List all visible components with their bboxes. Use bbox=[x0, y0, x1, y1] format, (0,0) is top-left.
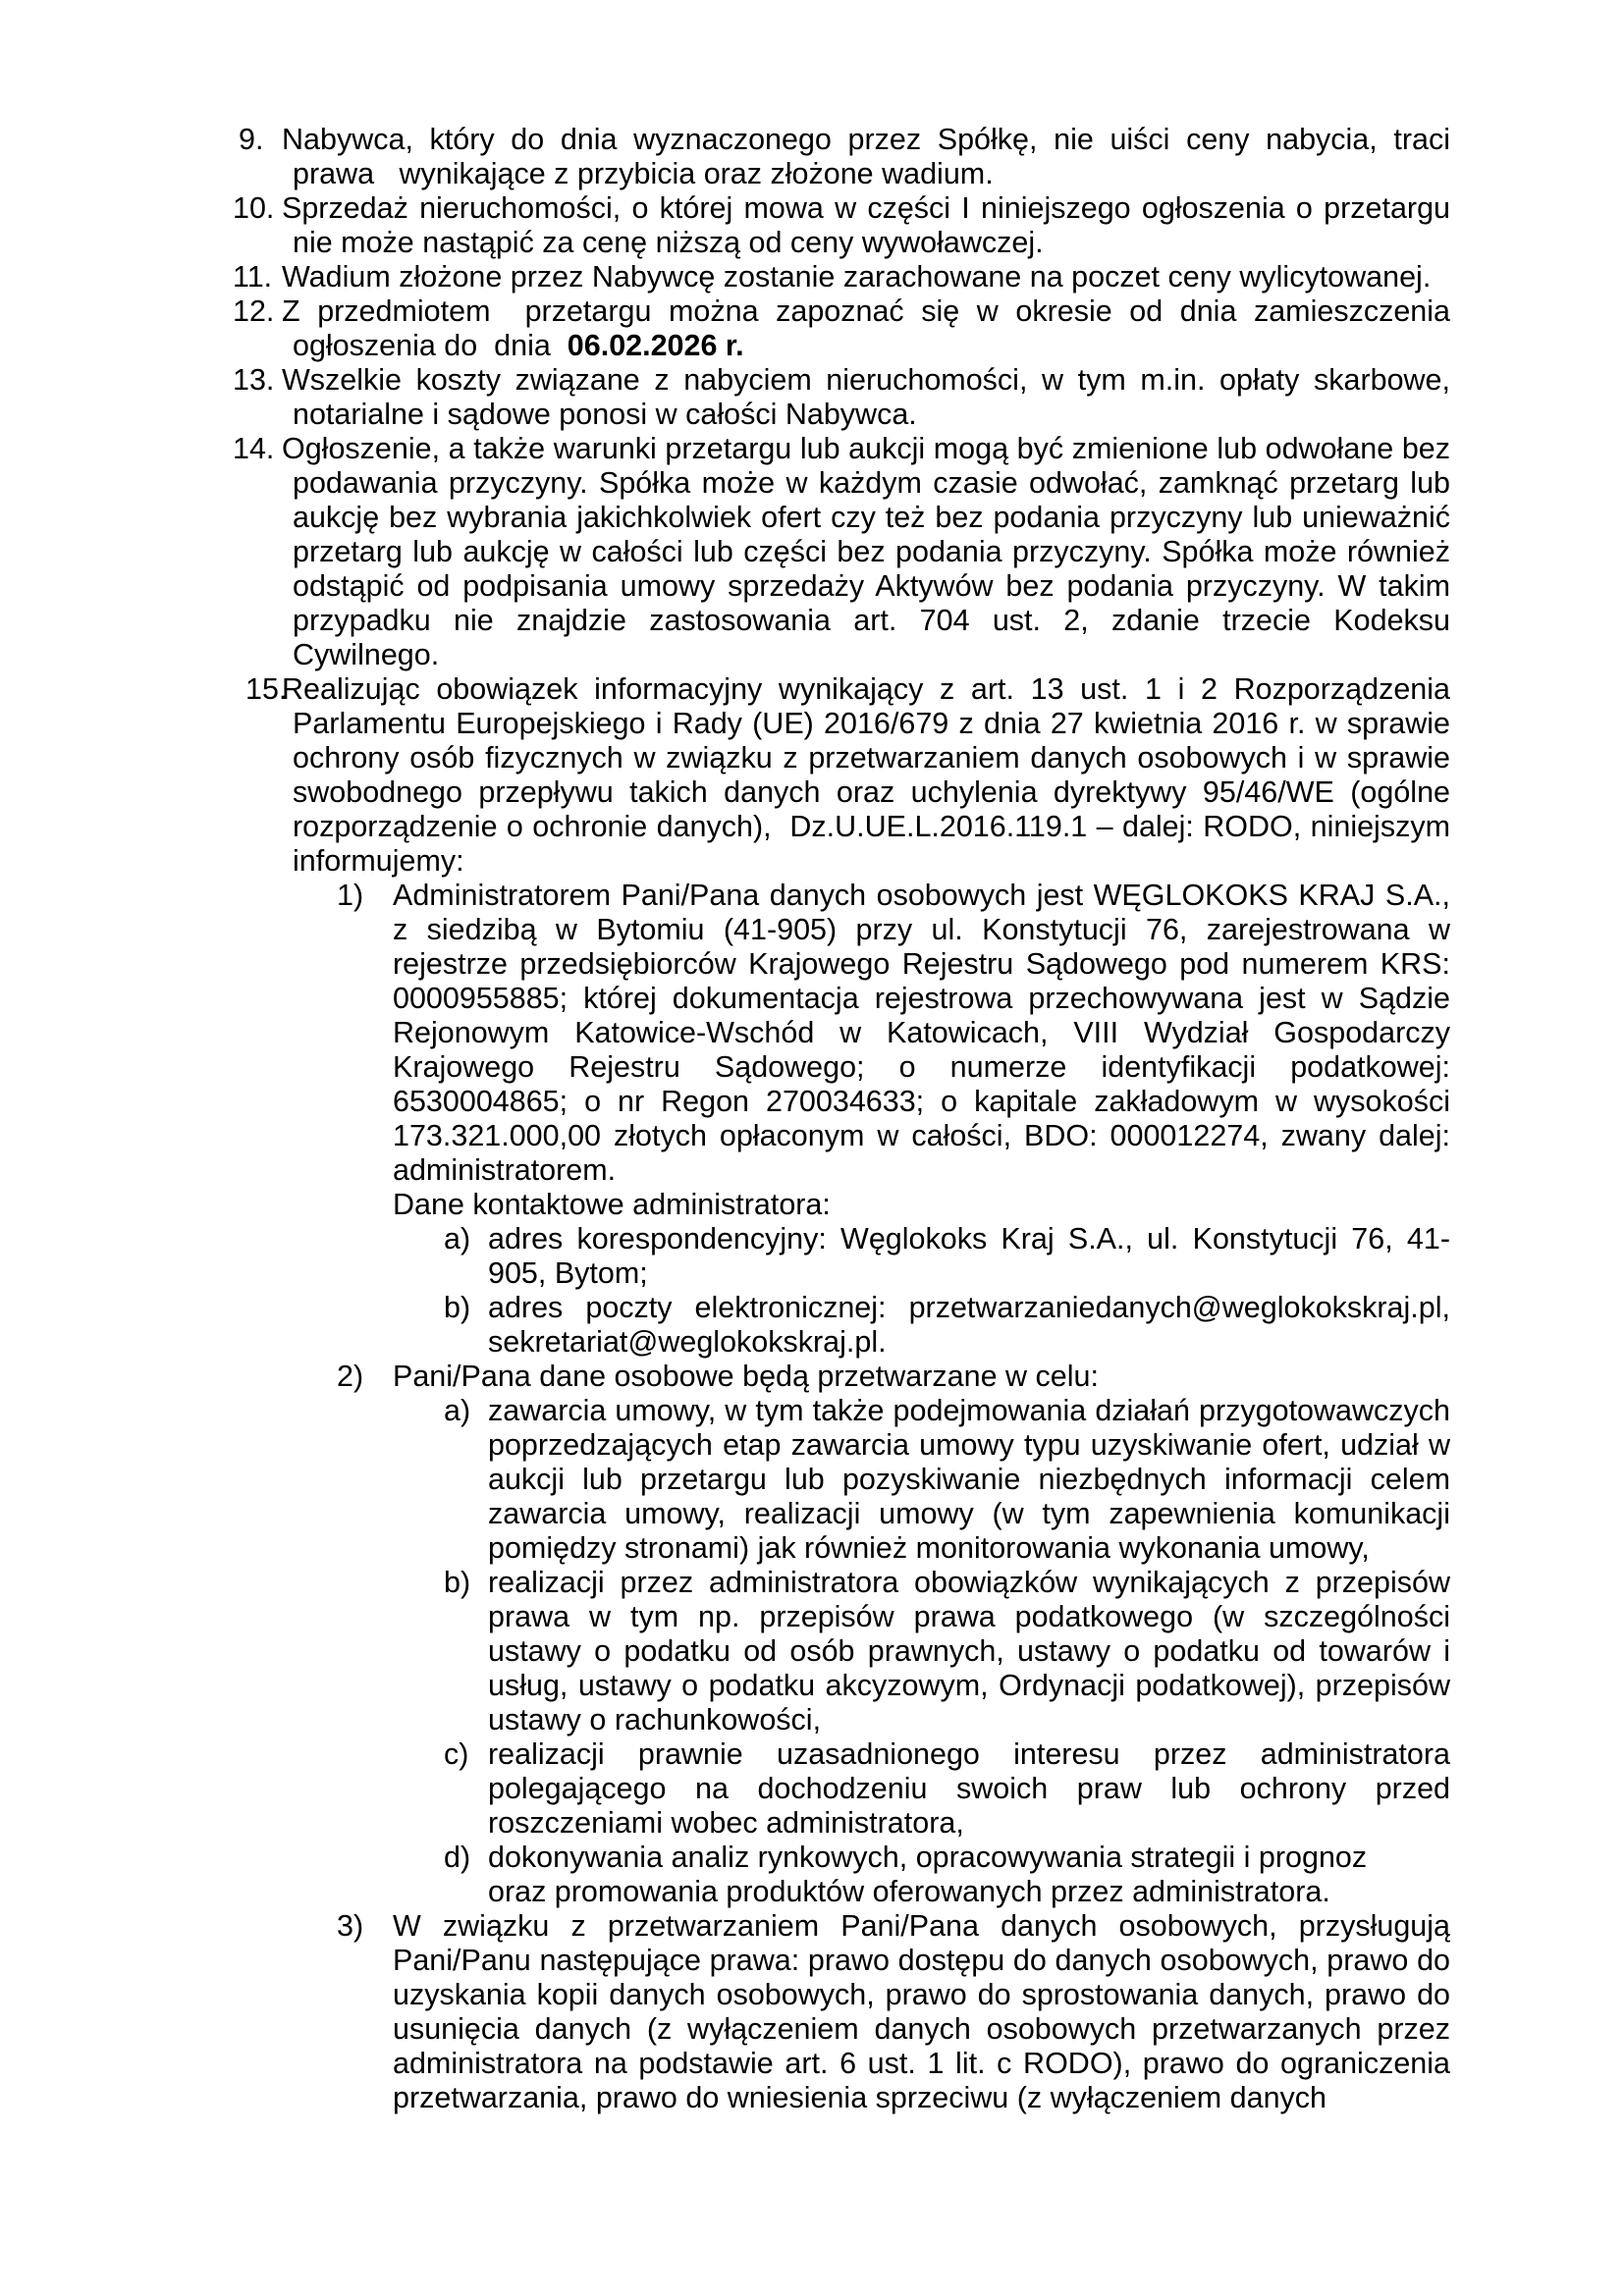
list-item bbox=[444, 1737, 1450, 1841]
list-item-text: Wszelkie koszty związane z nabyciem nieruchomości, w tym m.in. opłaty skarbowe, notarialne i sądowe ponosi w całości Nabywca. bbox=[282, 363, 1450, 431]
list-item-marker: a) bbox=[444, 1394, 471, 1427]
document-body bbox=[0, 123, 1624, 2115]
list-item-text: adres korespondencyjny: Węglokoks Kraj S.A., ul. Konstytucji 76, 41-905, Bytom; bbox=[488, 1222, 1450, 1290]
list-item-text: W związku z przetwarzaniem Pani/Pana danych osobowych, przysługują Pani/Panu następujące prawa: prawo dostępu do danych osobowych, prawo do uzyskania kopii danych osobowych, prawo do sprostowania danych, prawo do usunięcia danych (z wyłączeniem danych osobowych przetwarzanych przez administratora na podstawie art. 6 ust. 1 lit. c RODO), prawo do ograniczenia przetwarzania, prawo do wniesienia sprzeciwu (z wyłączeniem danych bbox=[393, 1909, 1450, 2114]
list-item bbox=[444, 1222, 1450, 1291]
list-item-marker: 11. bbox=[233, 260, 273, 294]
list-item-marker: c) bbox=[444, 1737, 469, 1771]
list-item-text: Administratorem Pani/Pana danych osobowych jest WĘGLOKOKS KRAJ S.A., z siedzibą w Bytomiu (41-905) przy ul. Konstytucji 76, zarejestrowana w rejestrze przedsiębiorców Krajowego Rejestru Sądowego pod numerem KRS: 0000955885; której dokumentacja rejestrowa przechowywana jest w Sądzie Rejonowym Katowice-Wschód w Katowicach, VIII Wydział Gospodarczy Krajowego Rejestru Sądowego; o numerze identyfikacji podatkowej: 6530004865; o nr Regon 270034633; o kapitale zakładowym w wysokości 173.321.000,00 złotych opłaconym w całości, BDO: 000012274, zwany dalej: administratorem. bbox=[393, 879, 1450, 1187]
list-item-marker: 9. bbox=[239, 123, 264, 156]
list-item-marker: 15. bbox=[245, 672, 288, 706]
list-item-text: Wadium złożone przez Nabywcę zostanie zarachowane na poczet ceny wylicytowanej. bbox=[282, 260, 1432, 294]
list-item-marker: a) bbox=[444, 1222, 471, 1255]
list-item bbox=[245, 672, 1450, 879]
deadline-date-bold: 06.02.2026 r. bbox=[567, 329, 744, 362]
list-item-marker: b) bbox=[444, 1291, 471, 1324]
list-item-text: Z przedmiotem przetargu można zapoznać się w okresie od dnia zamieszczenia ogłoszenia do dnia bbox=[282, 294, 1450, 362]
list-item-text: realizacji prawnie uzasadnionego interesu przez administratora polegającego na dochodzeniu swoich praw lub ochrony przed roszczeniami wobec administratora, bbox=[488, 1737, 1450, 1840]
list-item bbox=[233, 191, 1450, 260]
list-item bbox=[337, 1360, 1450, 1394]
list-item bbox=[233, 432, 1450, 672]
list-item-marker: 1) bbox=[337, 879, 364, 912]
list-item-marker: d) bbox=[444, 1841, 471, 1874]
list-item bbox=[444, 1291, 1450, 1360]
list-item bbox=[393, 1188, 1450, 1222]
list-item-text: oraz promowania produktów oferowanych przez administratora. bbox=[488, 1875, 1330, 1908]
list-item bbox=[444, 1566, 1450, 1737]
list-item-text: Pani/Pana dane osobowe będą przetwarzane w celu: bbox=[393, 1360, 1099, 1393]
list-item bbox=[233, 294, 1450, 363]
list-item-marker: 13. bbox=[233, 363, 275, 397]
list-item-marker: 12. bbox=[233, 294, 275, 328]
list-item-text: Dane kontaktowe administratora: bbox=[393, 1188, 831, 1221]
list-item-marker: b) bbox=[444, 1566, 471, 1599]
list-item-text: Nabywca, który do dnia wyznaczonego przez Spółkę, nie uiści ceny nabycia, traci prawa wynikające z przybicia oraz złożone wadium. bbox=[282, 123, 1450, 190]
list-item-text: Sprzedaż nieruchomości, o której mowa w części I niniejszego ogłoszenia o przetargu nie może nastąpić za cenę niższą od ceny wywoławczej. bbox=[282, 191, 1450, 259]
list-item-marker: 14. bbox=[233, 432, 275, 465]
list-item bbox=[444, 1841, 1450, 1909]
list-item-marker: 10. bbox=[233, 191, 275, 225]
list-item bbox=[337, 879, 1450, 1188]
list-item-text: Realizując obowiązek informacyjny wynikający z art. 13 ust. 1 i 2 Rozporządzenia Parlamentu Europejskiego i Rady (UE) 2016/679 z dnia 27 kwietnia 2016 r. w sprawie ochrony osób fizycznych w związku z przetwarzaniem danych osobowych i w sprawie swobodnego przepływu takich danych oraz uchylenia dyrektywy 95/46/WE (ogólne rozporządzenie o ochronie danych), Dz.U.UE.L.2016.119.1 – dalej: RODO, niniejszym informujemy: bbox=[282, 672, 1450, 878]
list-item-text: dokonywania analiz rynkowych, opracowywania strategii i prognoz bbox=[488, 1841, 1368, 1874]
list-item bbox=[239, 123, 1450, 191]
list-item-marker: 2) bbox=[337, 1360, 364, 1393]
list-item-text: realizacji przez administratora obowiązków wynikających z przepisów prawa w tym np. przepisów prawa podatkowego (w szczególności ustawy o podatku od osób prawnych, ustawy o podatku od towarów i usług, ustawy o podatku akcyzowym, Ordynacji podatkowej), przepisów ustawy o rachunkowości, bbox=[488, 1566, 1450, 1736]
list-item bbox=[444, 1394, 1450, 1566]
list-item-text: zawarcia umowy, w tym także podejmowania działań przygotowawczych poprzedzających etap zawarcia umowy typu uzyskiwanie ofert, udział w aukcji lub przetargu lub pozyskiwanie niezbędnych informacji celem zawarcia umowy, realizacji umowy (w tym zapewnienia komunikacji pomiędzy stronami) jak również monitorowania wykonania umowy, bbox=[488, 1394, 1450, 1565]
list-item-text: Ogłoszenie, a także warunki przetargu lub aukcji mogą być zmienione lub odwołane bez podawania przyczyny. Spółka może w każdym czasie odwołać, zamknąć przetarg lub aukcję bez wybrania jakichkolwiek ofert czy też bez podania przyczyny lub unieważnić przetarg lub aukcję w całości lub części bez podania przyczyny. Spółka może również odstąpić od podpisania umowy sprzedaży Aktywów bez podania przyczyny. W takim przypadku nie znajdzie zastosowania art. 704 ust. 2, zdanie trzecie Kodeksu Cywilnego. bbox=[282, 432, 1450, 671]
list-item bbox=[233, 363, 1450, 432]
list-item bbox=[337, 1909, 1450, 2115]
list-item bbox=[233, 260, 1450, 294]
list-item-text: adres poczty elektronicznej: przetwarzaniedanych@weglokokskraj.pl, sekretariat@weglokokskraj.pl. bbox=[488, 1291, 1450, 1359]
list-item-marker: 3) bbox=[337, 1909, 364, 1943]
